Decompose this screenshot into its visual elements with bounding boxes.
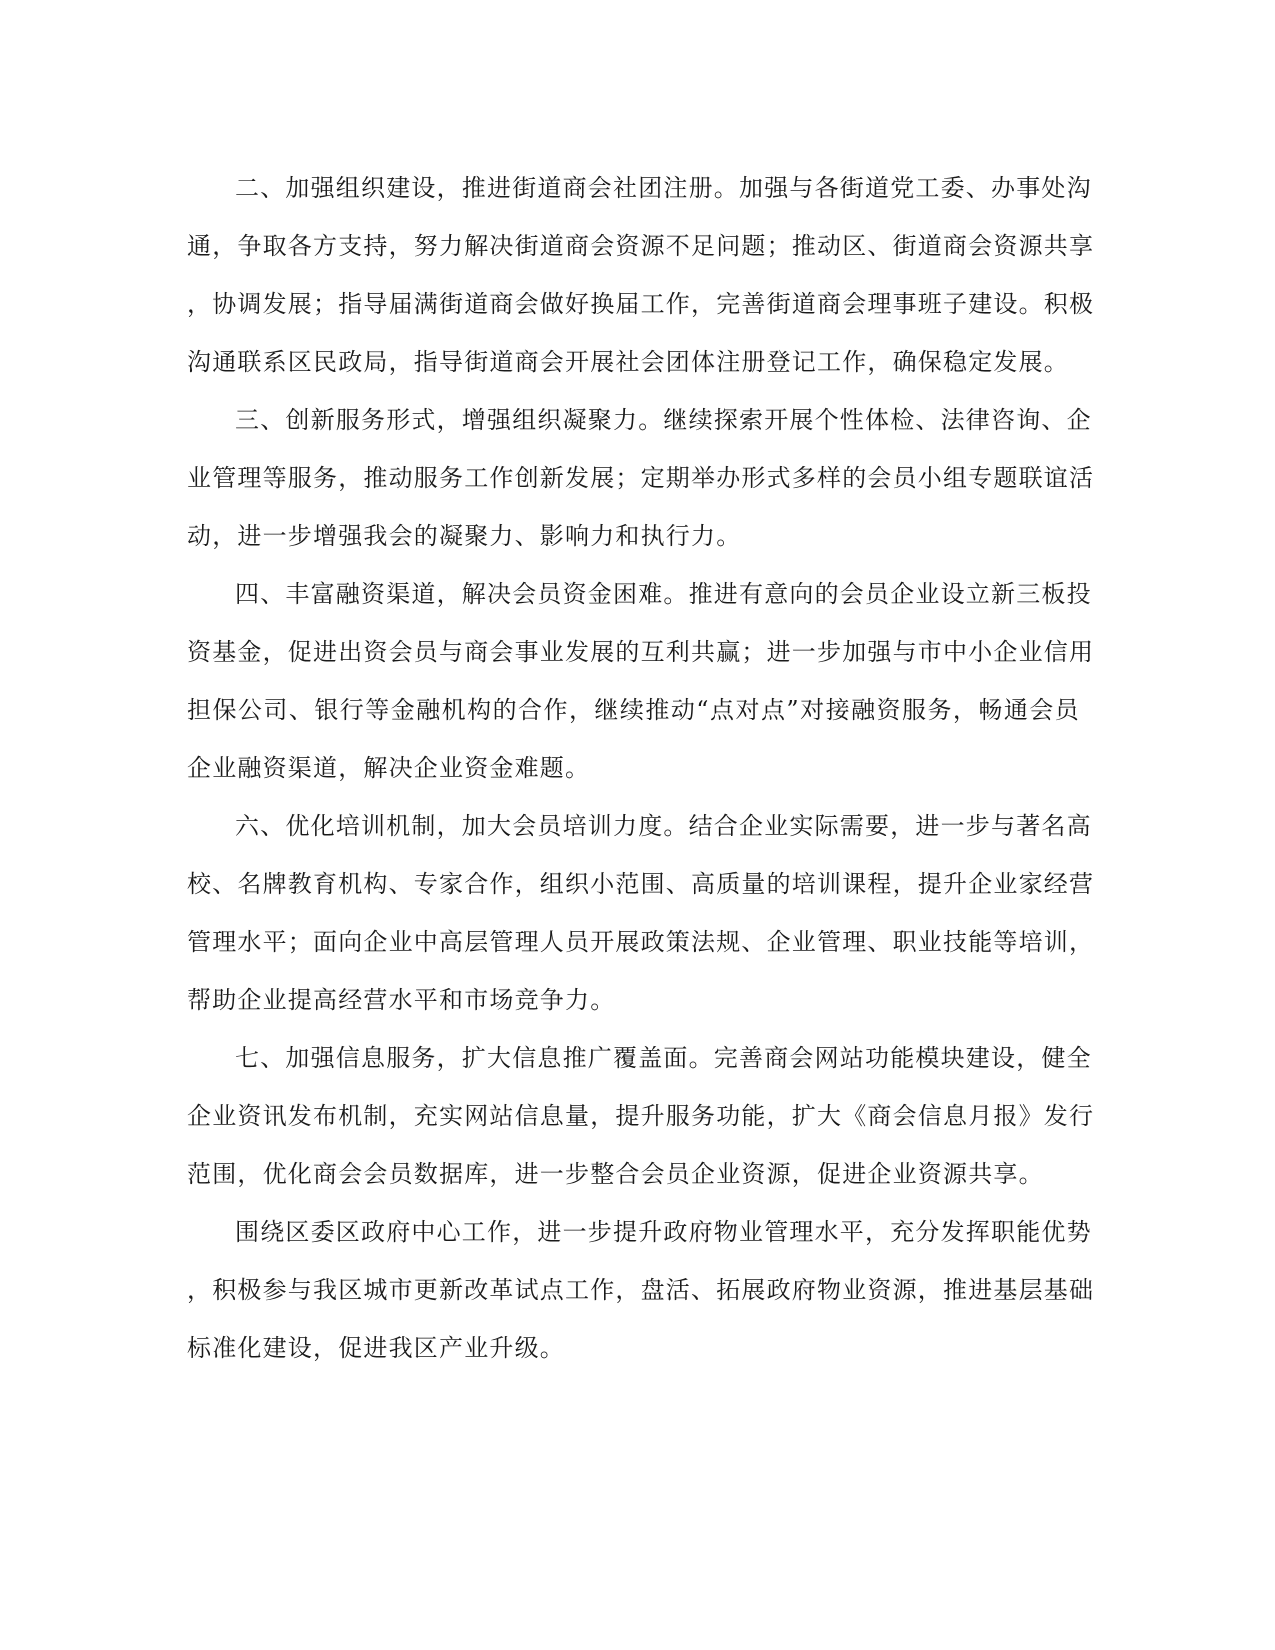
paragraph-line: 管理水平；面向企业中高层管理人员开展政策法规、企业管理、职业技能等培训， [187, 928, 1095, 956]
paragraph-line: 资基金，促进出资会员与商会事业发展的互利共赢；进一步加强与市中小企业信用 [187, 638, 1095, 666]
paragraph-line: ，协调发展；指导届满街道商会做好换届工作，完善街道商会理事班子建设。积极 [187, 290, 1095, 318]
paragraph-information-services [187, 1038, 1095, 1212]
paragraph-line: 围绕区委区政府中心工作，进一步提升政府物业管理水平，充分发挥职能优势 [235, 1218, 1092, 1246]
paragraph-line: 帮助企业提高经营水平和市场竞争力。 [187, 986, 616, 1014]
paragraph-financing-channels [187, 574, 1095, 806]
paragraph-line: 标准化建设，促进我区产业升级。 [187, 1334, 565, 1362]
document-body [187, 168, 1095, 1386]
paragraph-line: 六、优化培训机制，加大会员培训力度。结合企业实际需要，进一步与著名高 [235, 812, 1092, 840]
paragraph-training-mechanism [187, 806, 1095, 1038]
paragraph-line: 担保公司、银行等金融机构的合作，继续推动“点对点”对接融资服务，畅通会员 [187, 696, 1080, 724]
paragraph-line: 二、加强组织建设，推进街道商会社团注册。加强与各街道党工委、办事处沟 [235, 174, 1092, 202]
paragraph-line: 三、创新服务形式，增强组织凝聚力。继续探索开展个性体检、法律咨询、企 [235, 406, 1092, 434]
paragraph-line: ，积极参与我区城市更新改革试点工作，盘活、拓展政府物业资源，推进基层基础 [187, 1276, 1095, 1304]
paragraph-line: 通，争取各方支持，努力解决街道商会资源不足问题；推动区、街道商会资源共享 [187, 232, 1095, 260]
paragraph-line: 沟通联系区民政局，指导街道商会开展社会团体注册登记工作，确保稳定发展。 [187, 348, 1069, 376]
paragraph-line: 动，进一步增强我会的凝聚力、影响力和执行力。 [187, 522, 742, 550]
paragraph-line: 企业资讯发布机制，充实网站信息量，提升服务功能，扩大《商会信息月报》发行 [187, 1102, 1095, 1130]
paragraph-service-innovation [187, 400, 1095, 574]
paragraph-line: 七、加强信息服务，扩大信息推广覆盖面。完善商会网站功能模块建设，健全 [235, 1044, 1092, 1072]
paragraph-line: 企业融资渠道，解决企业资金难题。 [187, 754, 591, 782]
paragraph-line: 校、名牌教育机构、专家合作，组织小范围、高质量的培训课程，提升企业家经营 [187, 870, 1095, 898]
paragraph-line: 范围，优化商会会员数据库，进一步整合会员企业资源，促进企业资源共享。 [187, 1160, 1044, 1188]
paragraph-line: 业管理等服务，推动服务工作创新发展；定期举办形式多样的会员小组专题联谊活 [187, 464, 1095, 492]
paragraph-property-management [187, 1212, 1095, 1386]
paragraph-line: 四、丰富融资渠道，解决会员资金困难。推进有意向的会员企业设立新三板投 [235, 580, 1092, 608]
paragraph-organization-building [187, 168, 1095, 400]
